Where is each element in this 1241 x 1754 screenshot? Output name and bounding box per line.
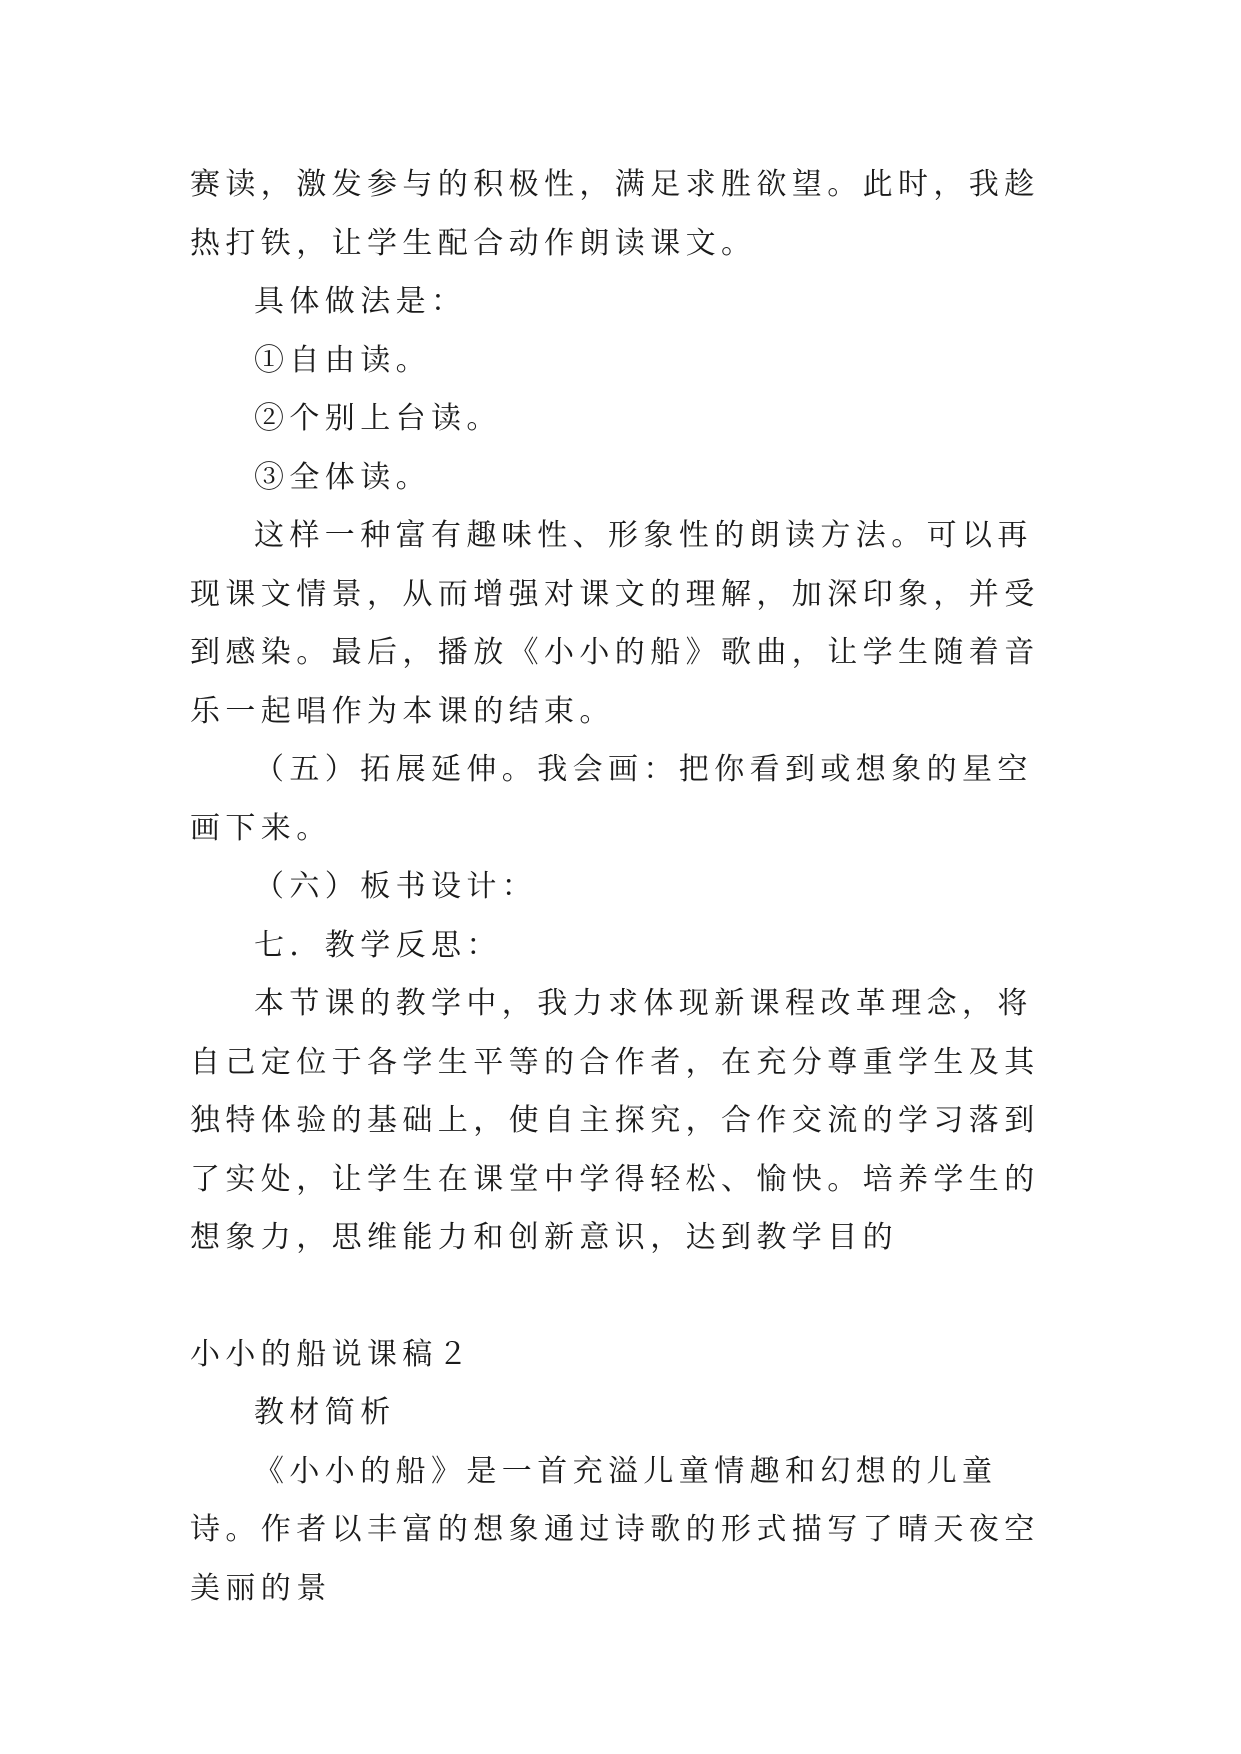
- paragraph-5: （六）板书设计：: [254, 869, 538, 904]
- section-title: 小小的船说课稿２: [190, 1336, 474, 1372]
- list-item-1: ①自由读。: [254, 342, 431, 378]
- paragraph-2: 具体做法是：: [254, 284, 467, 319]
- paragraph-3: 这样一种富有趣味性、形象性的朗读方法。可以再现课文情景，从而增强对课文的理解，加深印象，并受到感染。最后，播放《小小的船》歌曲，让学生随着音乐一起唱作为本课的结束。: [190, 518, 1040, 729]
- list-item-3: ③全体读。: [254, 459, 431, 495]
- section-gap: [190, 1268, 1060, 1326]
- paragraph-1: 赛读，激发参与的积极性，满足求胜欲望。此时，我趁热打铁，让学生配合动作朗读课文。: [190, 167, 1040, 261]
- paragraph-7: 本节课的教学中，我力求体现新课程改革理念，将自己定位于各学生平等的合作者，在充分尊重学生及其独特体验的基础上，使自主探究，合作交流的学习落到了实处，让学生在课堂中学得轻松、愉快。培养学生的想象力，思维能力和创新意识，达到教学目的: [190, 986, 1040, 1255]
- paragraph-6: 七．教学反思：: [254, 927, 502, 963]
- document-body: [190, 156, 1060, 1618]
- list-item-2: ②个别上台读。: [254, 401, 502, 436]
- paragraph-8: 《小小的船》是一首充溢儿童情趣和幻想的儿童诗。作者以丰富的想象通过诗歌的形式描写了晴天夜空美丽的景: [190, 1453, 1040, 1606]
- paragraph-4: （五）拓展延伸。我会画：把你看到或想象的星空画下来。: [190, 752, 1033, 846]
- subsection-heading: 教材简析: [254, 1395, 396, 1430]
